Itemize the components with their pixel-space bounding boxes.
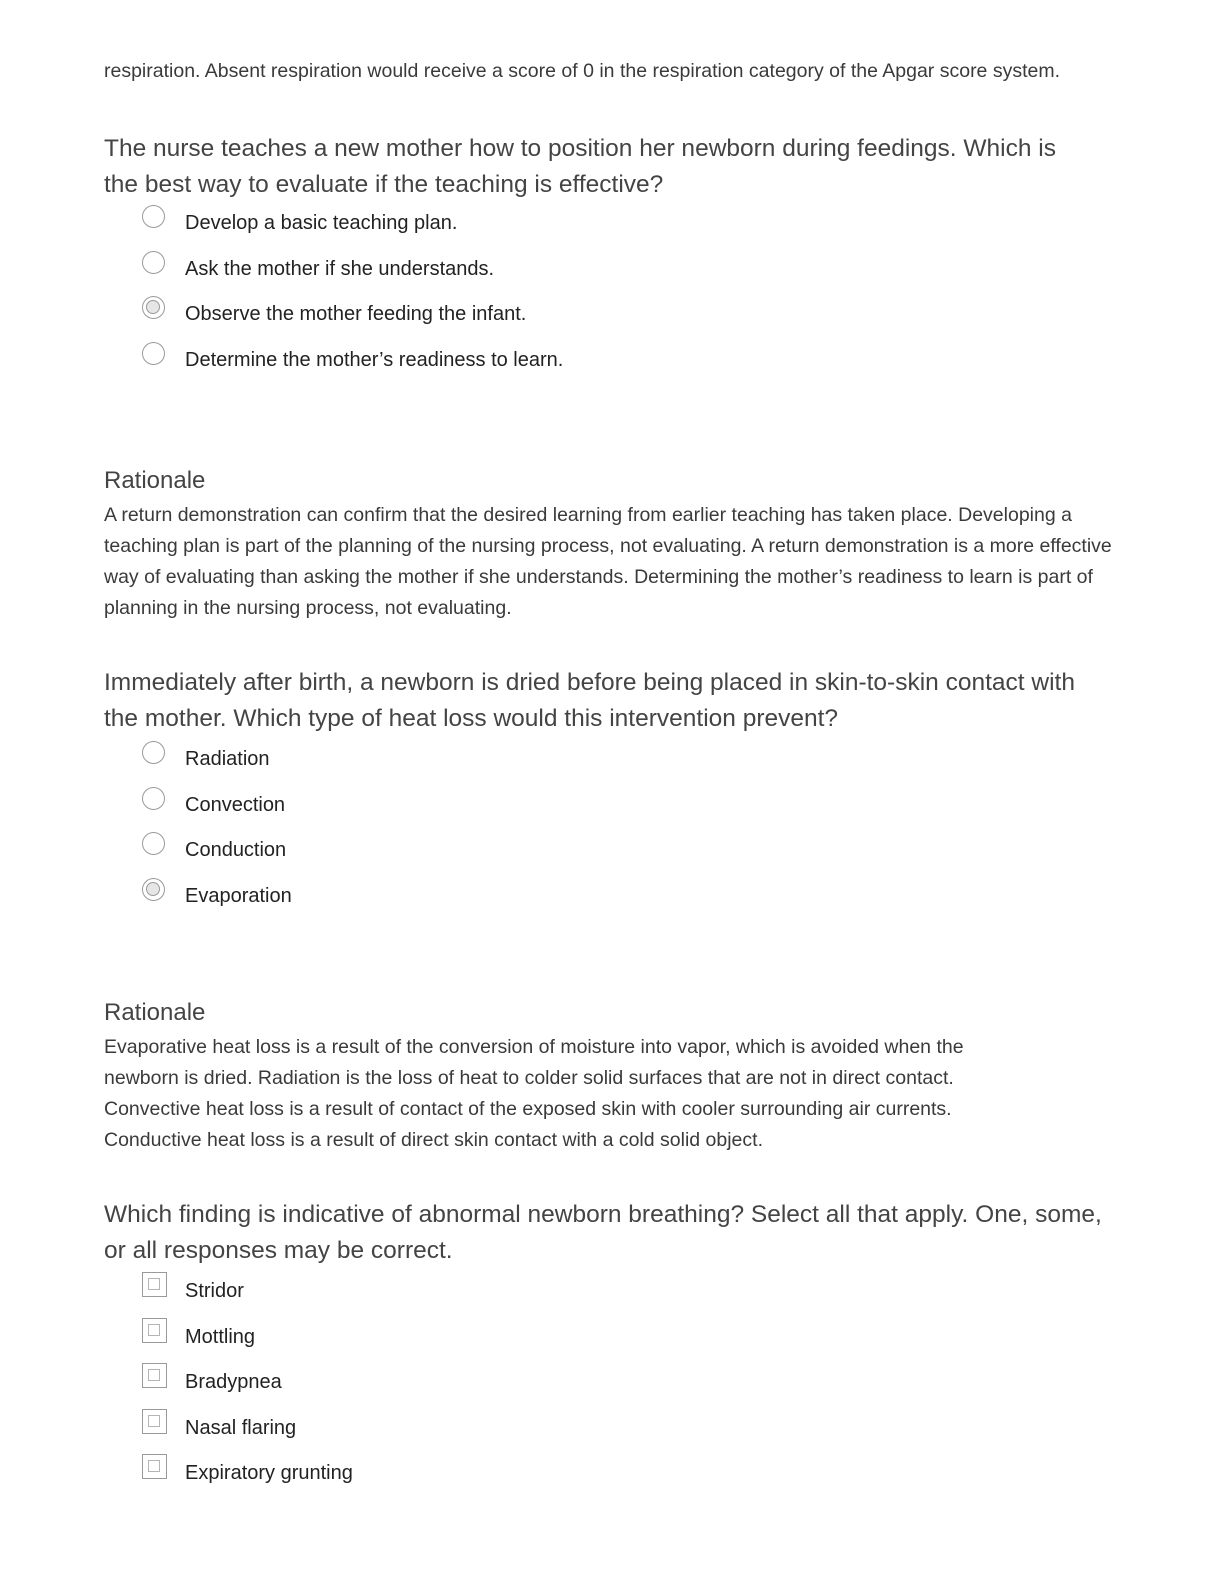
rationale-heading: Rationale (104, 999, 206, 1026)
option-label: Radiation (185, 748, 270, 770)
checkbox[interactable] (142, 1454, 167, 1479)
question-3-option[interactable] (104, 1455, 1114, 1501)
rationale-text: Evaporative heat loss is a result of the conversion of moisture into vapor, which is avoided when the newborn is dried. Radiation is the loss of heat to colder solid surfaces that are not in direct contact. Convective heat loss is a result of contact of the exposed skin with cooler surrounding air currents. Conductive heat loss is a result of direct skin contact with a cold solid object. (104, 1036, 964, 1151)
radio-button-selected[interactable] (142, 296, 165, 319)
question-3-prompt: Which finding is indicative of abnormal newborn breathing? Select all that apply. One, some, or all responses may be correct. (104, 1201, 1102, 1264)
option-label: Mottling (185, 1325, 256, 1348)
option-label: Determine the mother’s readiness to learn. (185, 348, 564, 371)
question-1-option[interactable] (104, 251, 1114, 297)
radio-button[interactable] (142, 205, 165, 228)
option-label: Nasal flaring (185, 1416, 297, 1439)
radio-button[interactable] (142, 251, 165, 274)
question-2-option[interactable] (104, 741, 1114, 787)
question-2-option[interactable] (104, 832, 1114, 878)
question-1-prompt: The nurse teaches a new mother how to position her newborn during feedings. Which is the best way to evaluate if the teaching is effective? (104, 135, 1056, 198)
question-3-option[interactable] (104, 1273, 1114, 1319)
checkbox[interactable] (142, 1318, 167, 1343)
option-label: Ask the mother if she understands. (185, 257, 495, 280)
question-1-option[interactable] (104, 296, 1114, 342)
quiz-page (104, 56, 1114, 1501)
question-2-rationale (104, 998, 1114, 1156)
option-label: Evaporation (185, 884, 292, 907)
option-label: Observe the mother feeding the infant. (185, 303, 527, 325)
option-label: Bradypnea (185, 1371, 282, 1393)
checkbox[interactable] (142, 1363, 167, 1388)
checkbox[interactable] (142, 1272, 167, 1297)
question-2-option[interactable] (104, 787, 1114, 833)
rationale-heading: Rationale (104, 467, 206, 494)
question-1-option[interactable] (104, 205, 1114, 251)
question-2-option[interactable] (104, 878, 1114, 924)
question-3-options (104, 1273, 1114, 1501)
question-3-option[interactable] (104, 1410, 1114, 1456)
question-3-option[interactable] (104, 1319, 1114, 1365)
intro-rationale-text: respiration. Absent respiration would receive a score of 0 in the respiration category of the Apgar score system. (104, 60, 1060, 82)
option-label: Expiratory grunting (185, 1462, 353, 1484)
radio-button[interactable] (142, 342, 165, 365)
question-2-prompt: Immediately after birth, a newborn is dried before being placed in skin-to-skin contact with the mother. Which type of heat loss would this intervention prevent? (104, 669, 1075, 732)
option-label: Develop a basic teaching plan. (185, 212, 458, 234)
question-1-option[interactable] (104, 342, 1114, 388)
checkbox[interactable] (142, 1409, 167, 1434)
option-label: Stridor (185, 1280, 244, 1302)
radio-button-selected[interactable] (142, 878, 165, 901)
question-2-options (104, 741, 1114, 923)
radio-button[interactable] (142, 832, 165, 855)
radio-button[interactable] (142, 787, 165, 810)
radio-button[interactable] (142, 741, 165, 764)
question-3-option[interactable] (104, 1364, 1114, 1410)
option-label: Convection (185, 793, 286, 816)
rationale-text: A return demonstration can confirm that the desired learning from earlier teaching has taken place. Developing a teaching plan is part of the planning of the nursing process, not evaluating. A return demonstration is a more effective way of evaluating than asking the mother if she understands. Determining the mother’s readiness to learn is part of planning in the nursing process, not evaluating. (104, 504, 1112, 619)
question-1-rationale (104, 466, 1114, 624)
option-label: Conduction (185, 839, 287, 861)
question-1-options (104, 205, 1114, 387)
